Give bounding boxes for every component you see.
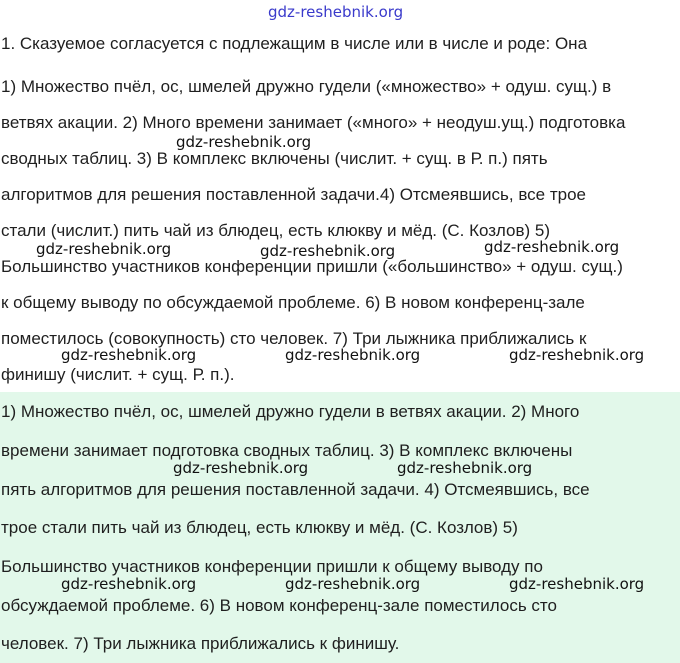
task-line: финишу (числит. + сущ. Р. п.).: [1, 365, 235, 384]
task-line: сводных таблиц. 3) В комплекс включены (числит. + сущ. в Р. п.) пять: [1, 149, 548, 168]
answer-line: Большинство участников конференции пришли к общему выводу по: [1, 557, 543, 576]
answer-line: человек. 7) Три лыжника приближались к финишу.: [1, 634, 400, 653]
watermark: gdz-reshebnik.org: [285, 346, 421, 364]
watermark-top[interactable]: gdz-reshebnik.org: [268, 3, 404, 21]
task-line: Большинство участников конференции пришли («большинство» + одуш. сущ.): [1, 257, 623, 276]
watermark: gdz-reshebnik.org: [260, 242, 396, 260]
task-line: ветвях акации. 2) Много времени занимает («много» + неодуш.ущ.) подготовка: [1, 113, 626, 132]
answer-line: трое стали пить чай из блюдец, есть клюкву и мёд. (С. Козлов) 5): [1, 518, 518, 537]
task-heading: 1. Сказуемое согласуется с подлежащим в числе или в числе и роде: Она: [1, 34, 588, 53]
watermark: gdz-reshebnik.org: [509, 575, 645, 593]
task-line: стали (числит.) пить чай из блюдец, есть клюкву и мёд. (С. Козлов) 5): [1, 221, 550, 240]
watermark: gdz-reshebnik.org: [509, 346, 645, 364]
watermark: gdz-reshebnik.org: [484, 238, 620, 256]
answer-line: обсуждаемой проблеме. 6) В новом конференц-зале поместилось сто: [1, 596, 557, 615]
watermark: gdz-reshebnik.org: [176, 133, 312, 151]
task-line: к общему выводу по обсуждаемой проблеме. 6) В новом конференц-зале: [1, 293, 585, 312]
watermark: gdz-reshebnik.org: [397, 459, 533, 477]
watermark: gdz-reshebnik.org: [285, 575, 421, 593]
answer-line: времени занимает подготовка сводных таблиц. 3) В комплекс включены: [1, 441, 573, 460]
watermark: gdz-reshebnik.org: [36, 240, 172, 258]
watermark: gdz-reshebnik.org: [61, 575, 197, 593]
task-line: поместилось (совокупность) сто человек. 7) Три лыжника приближались к: [1, 329, 587, 348]
answer-line: 1) Множество пчёл, ос, шмелей дружно гудели в ветвях акации. 2) Много: [1, 402, 580, 421]
answer-line: пять алгоритмов для решения поставленной задачи. 4) Отсмеявшись, все: [1, 480, 590, 499]
watermark: gdz-reshebnik.org: [173, 459, 309, 477]
task-line: 1) Множество пчёл, ос, шмелей дружно гудели («множество» + одуш. сущ.) в: [1, 77, 612, 96]
task-line: алгоритмов для решения поставленной задачи.4) Отсмеявшись, все трое: [1, 185, 587, 204]
watermark: gdz-reshebnik.org: [61, 346, 197, 364]
